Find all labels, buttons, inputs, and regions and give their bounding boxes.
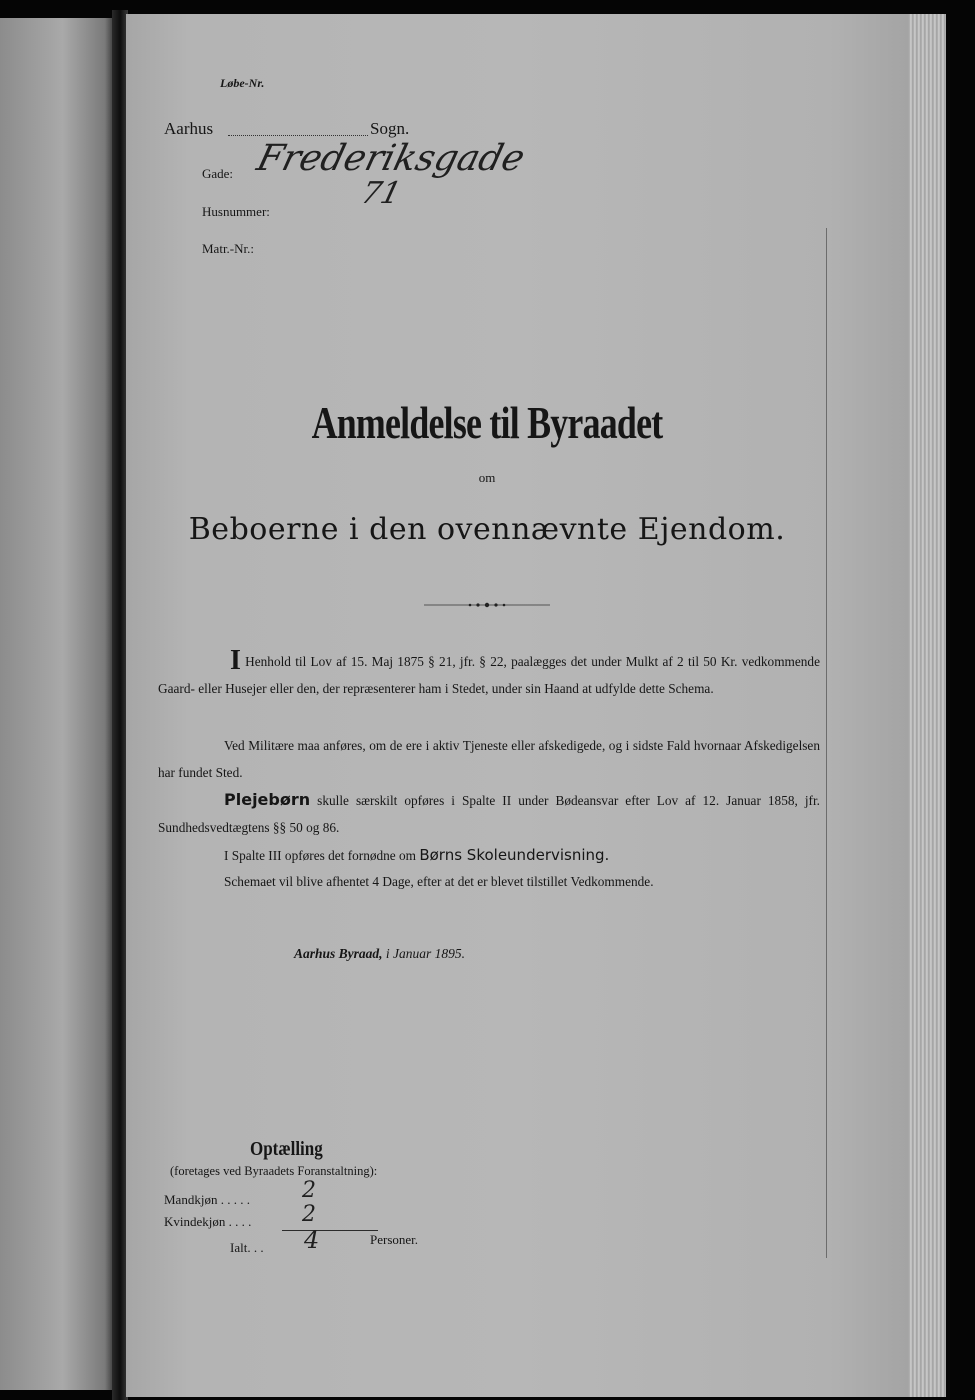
count-subtitle: (foretages ved Byraadets Foranstaltning): (170, 1164, 378, 1178)
parish-dotted-line (228, 135, 368, 136)
female-count-label: Kvindekjøn . . . . (164, 1214, 252, 1229)
total-count-value: 4 (304, 1226, 320, 1254)
page-edge-stack (906, 14, 946, 1397)
instruction-paragraph-1 (158, 645, 820, 702)
sum-rule (282, 1230, 378, 1231)
persons-unit: Personer. (370, 1232, 419, 1247)
paragraph-4-text: I Spalte III opføres det fornødne om (224, 848, 417, 863)
issuer-signature (294, 946, 465, 962)
title-connector: om (478, 470, 496, 485)
count-title: Optælling (250, 1138, 323, 1160)
parish-suffix: Sogn. (370, 119, 410, 138)
skoleundervisning-emphasis: Børns Skoleundervisning. (419, 846, 610, 864)
total-count-label: Ialt. . . (230, 1240, 264, 1255)
paragraph-3-text: skulle særskilt opføres i Spalte II under Bødeansvar efter Lov af 12. Januar 1858, jfr. Sundhedsvedtægtens §§ 50 og 86. (158, 793, 821, 835)
house-number-handwritten-value: 71 (357, 176, 405, 211)
plejeborn-emphasis: Plejebørn (224, 790, 311, 809)
issuer-authority: Aarhus Byraad, (294, 946, 383, 961)
parish-name: Aarhus (164, 119, 214, 138)
issue-date: i Januar 1895. (385, 946, 466, 961)
street-handwritten-value: Frederiksgade (252, 138, 529, 179)
male-count-label: Mandkjøn . . . . . (164, 1192, 250, 1207)
male-count-value: 2 (302, 1178, 316, 1203)
paragraph-5-text: Schemaet vil blive afhentet 4 Dage, efter at det er blevet tilstillet Vedkommende. (224, 874, 654, 889)
right-margin-rule (826, 228, 827, 1258)
paragraph-1-text: Henhold til Lov af 15. Maj 1875 § 21, jfr. § 22, paalægges det under Mulkt af 2 til 50 Kr. vedkommende Gaard- eller Husejer eller den, der repræsenterer ham i Stedet, under sin Haand at udfylde dette Schema. (158, 654, 820, 696)
drop-initial: I (230, 645, 241, 676)
instruction-paragraph-3 (158, 786, 820, 841)
house-number-label: Husnummer: (202, 204, 270, 219)
paragraph-2-text: Ved Militære maa anføres, om de ere i aktiv Tjeneste eller afskedigede, og i sidste Fald hvornaar Afskedigelsen har fundet Sted. (158, 738, 820, 780)
instruction-paragraph-2 (158, 732, 820, 786)
form-page (126, 14, 908, 1397)
document-title: Anmeldelse til Byraadet (311, 397, 663, 448)
instruction-paragraph-4 (158, 842, 820, 869)
instruction-paragraph-5 (158, 868, 820, 895)
female-count-value: 2 (302, 1202, 316, 1227)
matr-nr-label: Matr.-Nr.: (202, 241, 254, 256)
lobe-nr-label: Løbe-Nr. (220, 76, 265, 90)
street-label: Gade: (202, 166, 234, 181)
left-facing-page (0, 18, 114, 1390)
ornament-divider (424, 602, 550, 608)
document-subtitle: Beboerne i den ovennævnte Ejendom. (188, 512, 786, 547)
